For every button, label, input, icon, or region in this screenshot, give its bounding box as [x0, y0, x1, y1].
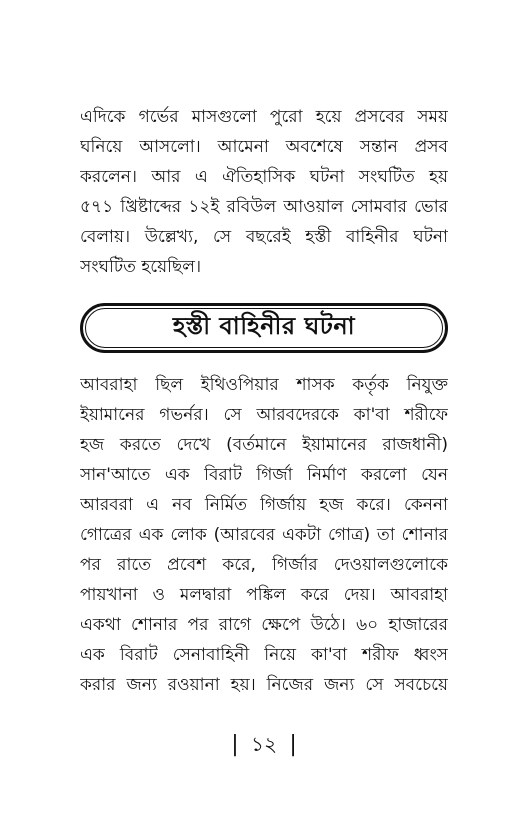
paragraph-line: ঘনিয়ে আসলো। আমেনা অবশেষে সন্তান প্রসব [80, 137, 448, 157]
body-paragraph [80, 370, 448, 700]
paragraph-line: পর রাতে প্রবেশ করে, গির্জার দেওয়ালগুলোকে [80, 555, 448, 575]
paragraph-line: সান'আতে এক বিরাট গির্জা নির্মাণ করলো যেন [80, 465, 448, 485]
section-heading: হস্তী বাহিনীর ঘটনা [172, 312, 356, 340]
page-number-left-bar: | [231, 732, 239, 757]
paragraph-line: একথা শোনার পর রাগে ক্ষেপে উঠে। ৬০ হাজারের [80, 615, 448, 635]
paragraph-line: হজ করতে দেখে (বর্তমানে ইয়ামানের রাজধানী) [80, 435, 448, 455]
page-number-right-bar: | [289, 732, 297, 757]
paragraph-line: করার জন্য রওয়ানা হয়। নিজের জন্য সে সবচেয়ে [80, 675, 448, 695]
paragraph-line: করলেন। আর এ ঐতিহাসিক ঘটনা সংঘটিত হয় [80, 167, 448, 187]
paragraph-line: এদিকে গর্ভের মাসগুলো পুরো হয়ে প্রসবের সময় [80, 107, 448, 127]
page-number-footer [0, 730, 528, 763]
paragraph-line: আবরাহা ছিল ইথিওপিয়ার শাসক কর্তৃক নিযুক্ত [80, 375, 448, 395]
paragraph-line: আরবরা এ নব নির্মিত গির্জায় হজ করে। কেননা [80, 495, 448, 515]
paragraph-line: এক বিরাট সেনাবাহিনী নিয়ে কা'বা শরীফ ধ্বংস [80, 645, 448, 665]
paragraph-line: ইয়ামানের গভর্নর। সে আরবদেরকে কা'বা শরীফে [80, 405, 448, 425]
intro-paragraph [80, 102, 448, 282]
page-number: ১২ [251, 732, 277, 756]
paragraph-line: গোত্রের এক লোক (আরবের একটা গোত্র) তা শোনার [80, 525, 448, 545]
section-heading-frame [80, 303, 448, 353]
section-heading-inner-frame [85, 308, 443, 348]
paragraph-line: ৫৭১ খ্রিষ্টাব্দের ১২ই রবিউল আওয়াল সোমবার ভোর [80, 197, 448, 217]
paragraph-line: বেলায়। উল্লেখ্য, সে বছরেই হস্তী বাহিনীর ঘটনা [80, 227, 448, 247]
paragraph-line: সংঘটিত হয়েছিল। [80, 257, 202, 277]
paragraph-line: পায়খানা ও মলদ্বারা পঙ্কিল করে দেয়। আবরাহা [80, 585, 448, 605]
